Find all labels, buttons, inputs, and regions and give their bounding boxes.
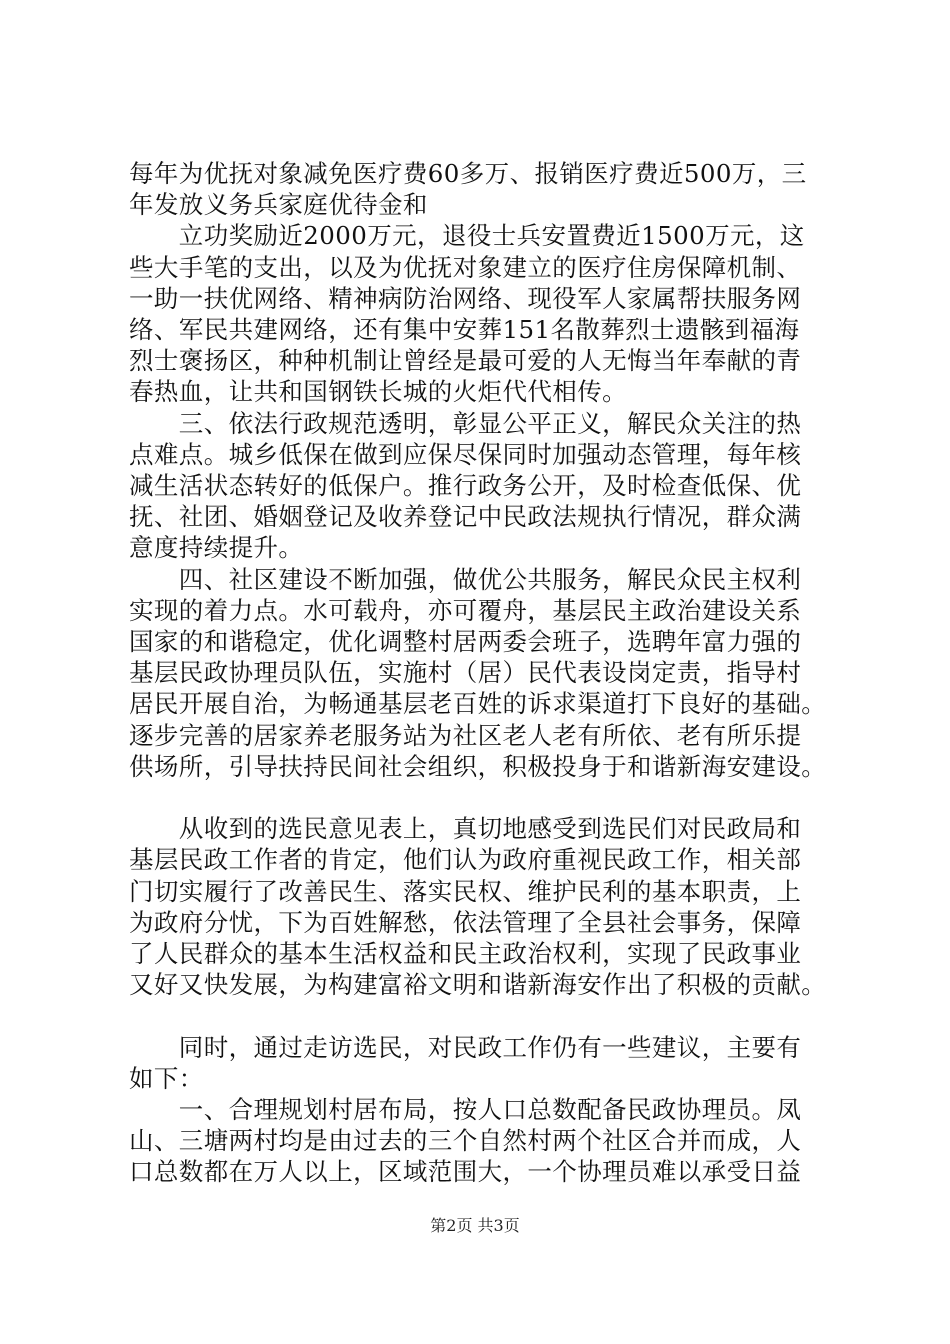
text-line: 烈士褒扬区，种种机制让曾经是最可爱的人无悔当年奉献的青: [129, 346, 802, 376]
text-line: 口总数都在万人以上，区域范围大，一个协理员难以承受日益: [129, 1157, 802, 1187]
text-line: 意度持续提升。: [129, 533, 304, 563]
text-line: 如下：: [129, 1063, 204, 1093]
text-line: 三、依法行政规范透明，彰显公平正义，解民众关注的热: [129, 408, 802, 438]
text-line: 山、三塘两村均是由过去的三个自然村两个社区合并而成，人: [129, 1126, 802, 1156]
text-line: 逐步完善的居家养老服务站为社区老人老有所依、老有所乐提: [129, 720, 802, 750]
text-line: 实现的着力点。水可载舟，亦可覆舟，基层民主政治建设关系: [129, 595, 802, 625]
text-line: 年发放义务兵家庭优待金和: [129, 190, 428, 220]
text-line: 居民开展自治，为畅通基层老百姓的诉求渠道打下良好的基础。: [129, 689, 827, 719]
text-line: 又好又快发展，为构建富裕文明和谐新海安作出了积极的贡献。: [129, 970, 827, 1000]
text-line: 些大手笔的支出，以及为优抚对象建立的医疗住房保障机制、: [129, 252, 802, 282]
text-line: 立功奖励近2000万元，退役士兵安置费近1500万元，这: [129, 221, 805, 251]
text-line: 一助一扶优网络、精神病防治网络、现役军人家属帮扶服务网: [129, 283, 802, 313]
text-line: 门切实履行了改善民生、落实民权、维护民利的基本职责，上: [129, 876, 802, 906]
text-line: 同时，通过走访选民，对民政工作仍有一些建议，主要有: [129, 1032, 802, 1062]
text-line: 四、社区建设不断加强，做优公共服务，解民众民主权利: [129, 564, 802, 594]
text-line: 络、军民共建网络，还有集中安葬151名散葬烈士遗骸到福海: [129, 315, 800, 344]
text-line: 国家的和谐稳定，优化调整村居两委会班子，选聘年富力强的: [129, 627, 802, 656]
text-line: 一、合理规划村居布局，按人口总数配备民政协理员。凤: [129, 1095, 802, 1124]
text-line: 基层民政协理员队伍，实施村（居）民代表设岗定责，指导村: [129, 658, 802, 688]
text-line: 点难点。城乡低保在做到应保尽保同时加强动态管理，每年核: [129, 439, 802, 469]
text-line: 从收到的选民意见表上，真切地感受到选民们对民政局和: [129, 814, 802, 844]
text-line: 减生活状态转好的低保户。推行政务公开，及时检查低保、优: [129, 471, 802, 500]
page-footer: 第2页 共3页: [430, 1216, 520, 1235]
text-line: 了人民群众的基本生活权益和民主政治权利，实现了民政事业: [129, 939, 802, 968]
text-line: 每年为优抚对象减免医疗费60多万、报销医疗费近500万，三: [129, 159, 807, 188]
text-line: 供场所，引导扶持民间社会组织，积极投身于和谐新海安建设。: [129, 751, 827, 781]
text-line: 春热血，让共和国钢铁长城的火炬代代相传。: [129, 377, 627, 407]
text-line: 基层民政工作者的肯定，他们认为政府重视民政工作，相关部: [129, 845, 802, 875]
text-line: 为政府分忧，下为百姓解愁，依法管理了全县社会事务，保障: [129, 907, 802, 937]
text-line: 抚、社团、婚姻登记及收养登记中民政法规执行情况，群众满: [129, 502, 802, 532]
